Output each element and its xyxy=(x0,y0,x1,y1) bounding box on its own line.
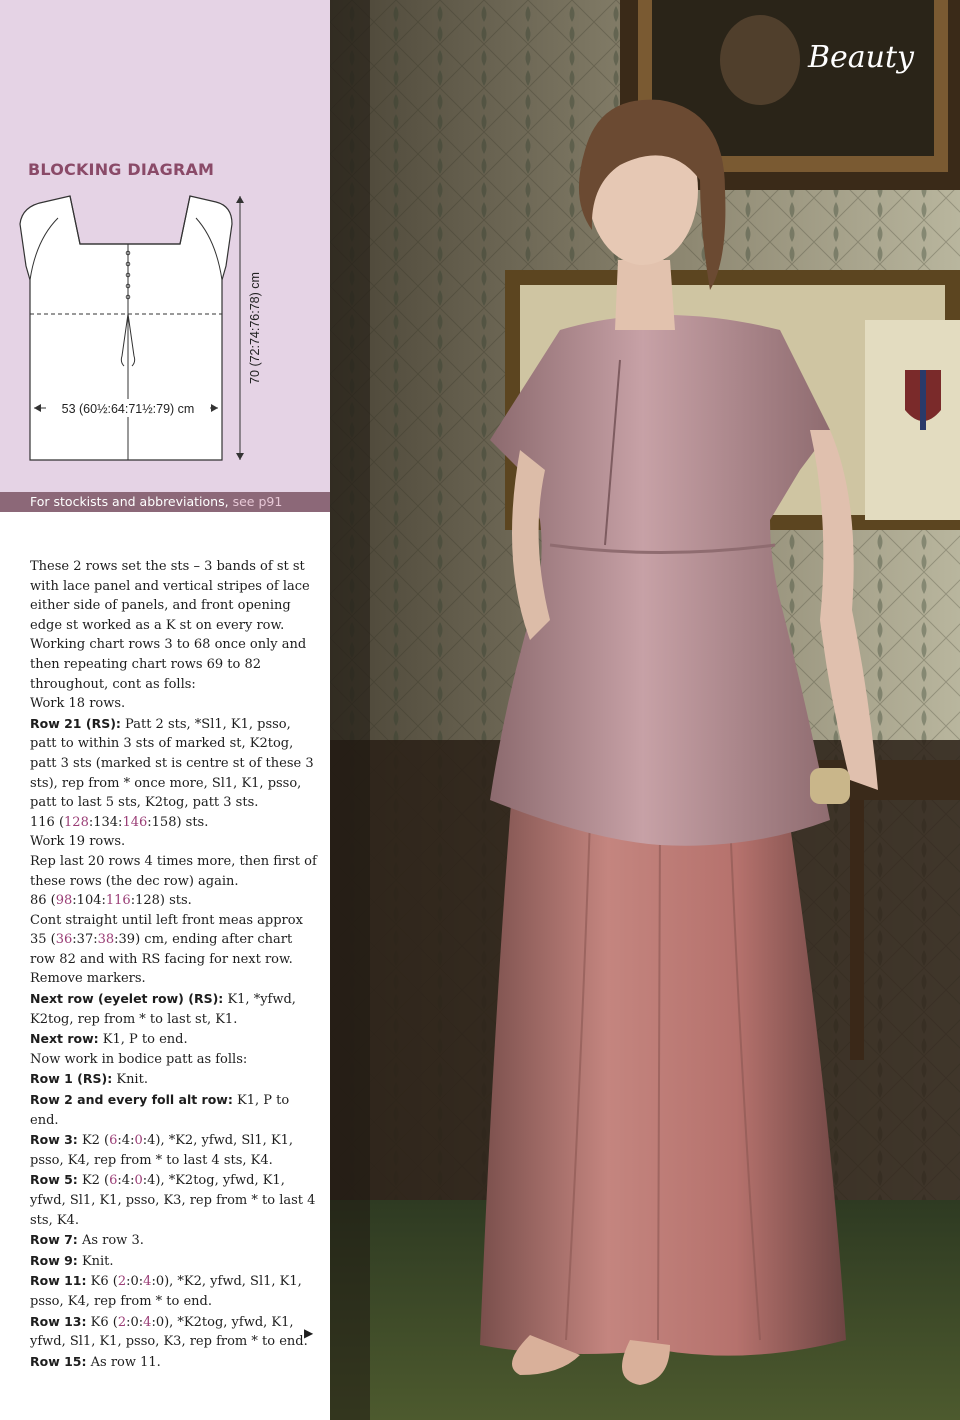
section-title: Beauty xyxy=(807,40,914,75)
instruction-next-row: Next row: K1, P to end. xyxy=(30,1031,188,1048)
instruction-row-5: Row 5: K2 (6:4:0:4), *K2tog, yfwd, K1, yfwd, Sl1, K1, psso, K3, rep from * to last 4 sts, K4. xyxy=(30,1172,316,1228)
stitch-count-2: 86 (98:104:116:128) sts. xyxy=(30,893,192,909)
instruction-repeat: Rep last 20 rows 4 times more, then first of these rows (the dec row) again. xyxy=(30,853,317,889)
triangle-right-icon: ▶ xyxy=(304,1326,314,1340)
length-measurement: 70 (72:74:76:78) cm xyxy=(248,272,262,384)
instruction-cont-straight: Cont straight until left front meas approx 35 (36:37:38:39) cm, ending after chart row 82 and with RS facing for next row. xyxy=(30,912,303,967)
instruction-row-21: Row 21 (RS): Patt 2 sts, *Sl1, K1, psso, patt to within 3 sts of marked st, K2tog, patt 3 sts (marked st is centre st of these 3 sts), rep from * once more, Sl1, K1, psso, patt to last 5 sts, K2tog, patt 3 sts. xyxy=(30,715,314,811)
instruction-eyelet-row: Next row (eyelet row) (RS): K1, *yfwd, K2tog, rep from * to last st, K1. xyxy=(30,991,296,1027)
instruction-row-13: Row 13: K6 (2:0:4:0), *K2tog, yfwd, K1, yfwd, Sl1, K1, psso, K3, rep from * to end. xyxy=(30,1313,308,1350)
instruction-remove-markers: Remove markers. xyxy=(30,971,146,987)
instruction-row-7: Row 7: As row 3. xyxy=(30,1232,144,1249)
row-21-label: Row 21 (RS): xyxy=(30,715,121,731)
model-photo xyxy=(330,0,960,1420)
instruction-working: Working chart rows 3 to 68 once only and then repeating chart rows 69 to 82 throughout, cont as folls: xyxy=(30,637,307,692)
width-measurement: 53 (60½:64:71½:79) cm xyxy=(61,402,195,416)
blocking-diagram xyxy=(0,180,330,480)
instruction-row-9: Row 9: Knit. xyxy=(30,1252,114,1269)
instruction-bodice: Now work in bodice patt as folls: xyxy=(30,1051,248,1067)
pattern-instructions xyxy=(30,557,318,1372)
instruction-row-2: Row 2 and every foll alt row: K1, P to end. xyxy=(30,1092,290,1128)
instruction-work-19: Work 19 rows. xyxy=(30,834,126,850)
blocking-diagram-panel xyxy=(0,0,330,492)
instruction-intro: These 2 rows set the sts – 3 bands of st st with lace panel and vertical stripes of lace either side of panels, and front opening edge st worked as a K st on every row. xyxy=(30,559,310,633)
instruction-row-1: Row 1 (RS): Knit. xyxy=(30,1071,148,1088)
pattern-column xyxy=(0,0,330,1420)
instruction-row-11: Row 11: K6 (2:0:4:0), *K2, yfwd, Sl1, K1, psso, K4, rep from * to end. xyxy=(30,1273,302,1309)
stitch-count-1: 116 (128:134:146:158) sts. xyxy=(30,814,209,830)
stockists-link[interactable]: see p91 xyxy=(232,494,283,509)
instruction-work-18: Work 18 rows. xyxy=(30,696,126,712)
diagram-title: BLOCKING DIAGRAM xyxy=(28,160,215,179)
stockists-text: For stockists and abbreviations, xyxy=(30,494,229,509)
instruction-row-15: Row 15: As row 11. xyxy=(30,1353,161,1370)
instruction-row-3: Row 3: K2 (6:4:0:4), *K2, yfwd, Sl1, K1, psso, K4, rep from * to last 4 sts, K4. xyxy=(30,1132,294,1168)
stockists-bar xyxy=(0,492,330,512)
